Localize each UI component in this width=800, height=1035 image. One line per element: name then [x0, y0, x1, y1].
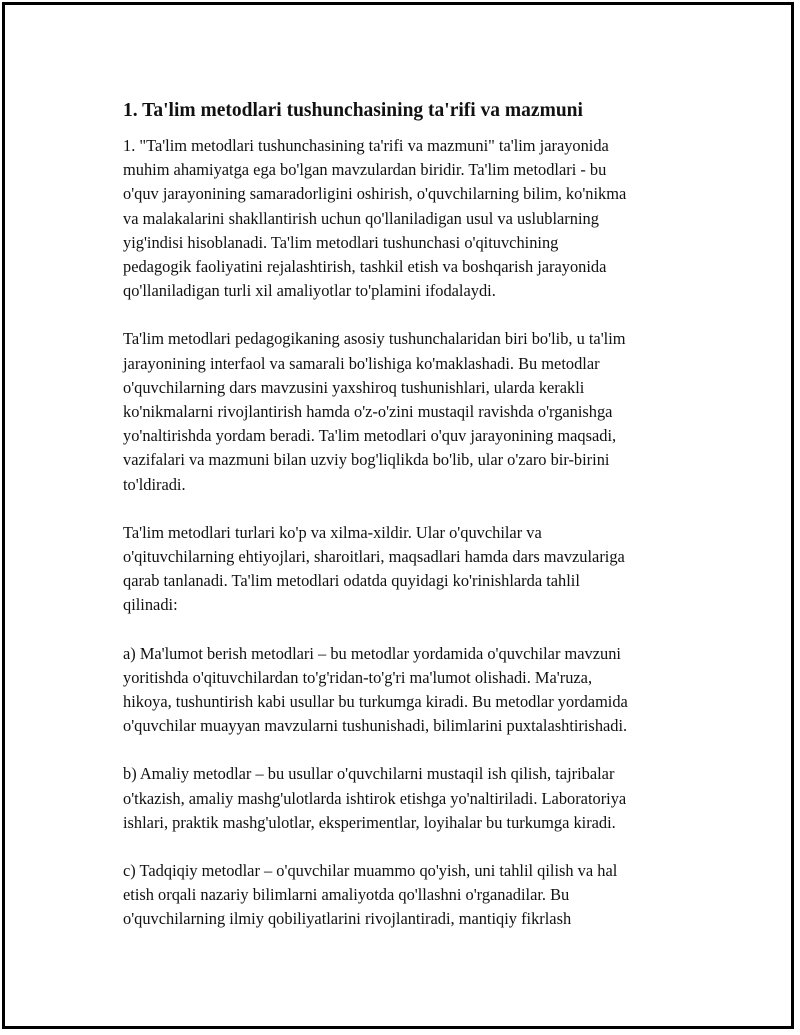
text-line: ko'nikmalarni rivojlantirish hamda o'z-o'zini mustaqil ravishda o'rganishga [123, 402, 613, 422]
text-line: muhim ahamiyatga ega bo'lgan mavzulardan biridir. Ta'lim metodlari - bu [123, 160, 607, 180]
text-line: to'ldiradi. [123, 474, 186, 494]
text-line: pedagogik faoliyatini rejalashtirish, tashkil etish va boshqarish jarayonida [123, 257, 607, 277]
text-line: o'quvchilarning dars mavzusini yaxshiroq tushunishlari, ularda kerakli [123, 377, 585, 397]
paragraph-pedagogy [123, 327, 713, 496]
text-line: o'quvchilarning ilmiy qobiliyatlarini rivojlantiradi, mantiqiy fikrlash [123, 909, 572, 929]
text-line: ishlari, praktik mashg'ulotlar, eksperimentlar, loyihalar bu turkumga kiradi. [123, 812, 616, 832]
text-line: qo'llaniladigan turli xil amaliyotlar to'plamini ifodalaydi. [123, 281, 496, 301]
text-line: b) Amaliy metodlar – bu usullar o'quvchilarni mustaqil ish qilish, tajribalar [123, 764, 615, 784]
text-line: c) Tadqiqiy metodlar – o'quvchilar muammo qo'yish, uni tahlil qilish va hal [123, 861, 618, 881]
text-line: etish orqali nazariy bilimlarni amaliyotda qo'llashni o'rganadilar. Bu [123, 885, 570, 905]
page-frame [2, 2, 794, 1029]
text-line: yig'indisi hisoblanadi. Ta'lim metodlari tushunchasi o'qituvchining [123, 232, 559, 252]
text-line: o'quv jarayonining samaradorligini oshirish, o'quvchilarning bilim, ko'nikma [123, 184, 627, 204]
text-line: va malakalarini shakllantirish uchun qo'llaniladigan usul va uslublarning [123, 208, 599, 228]
text-line: a) Ma'lumot berish metodlari – bu metodlar yordamida o'quvchilar mavzuni [123, 643, 621, 663]
text-line: yoritishda o'qituvchilardan to'g'ridan-to'g'ri ma'lumot olishadi. Ma'ruza, [123, 667, 593, 687]
text-line: 1. "Ta'lim metodlari tushunchasining ta'rifi va mazmuni" ta'lim jarayonida [123, 136, 609, 155]
section-heading: 1. Ta'lim metodlari tushunchasining ta'rifi va mazmuni [123, 100, 583, 121]
text-line: yo'naltirishda yordam beradi. Ta'lim metodlari o'quv jarayonining maqsadi, [123, 426, 617, 446]
document-body [123, 98, 713, 956]
text-line: Ta'lim metodlari pedagogikaning asosiy tushunchalaridan biri bo'lib, u ta'lim [123, 329, 626, 349]
paragraph-item-b [123, 762, 713, 835]
text-line: jarayonining interfaol va samarali bo'lishiga ko'maklashadi. Bu metodlar [123, 353, 600, 373]
text-line: hikoya, tushuntirish kabi usullar bu turkumga kiradi. Bu metodlar yordamida [123, 692, 628, 712]
text-line: o'qituvchilarning ehtiyojlari, sharoitlari, maqsadlari hamda dars mavzulariga [123, 547, 625, 567]
text-line: qarab tanlanadi. Ta'lim metodlari odatda quyidagi ko'rinishlarda tahlil [123, 571, 580, 591]
text-line: Ta'lim metodlari turlari ko'p va xilma-xildir. Ular o'quvchilar va [123, 522, 542, 542]
paragraph-item-c [123, 859, 713, 932]
text-line: o'tkazish, amaliy mashg'ulotlarda ishtirok etishga yo'naltiriladi. Laboratoriya [123, 788, 627, 808]
paragraph-intro [123, 134, 713, 303]
text-line: qilinadi: [123, 595, 178, 615]
text-line: vazifalari va mazmuni bilan uzviy bog'liqlikda bo'lib, ular o'zaro bir-birini [123, 450, 610, 470]
paragraph-types [123, 521, 713, 618]
text-line: o'quvchilar muayyan mavzularni tushunishadi, bilimlarini puxtalashtirishadi. [123, 716, 628, 736]
paragraph-item-a [123, 642, 713, 739]
